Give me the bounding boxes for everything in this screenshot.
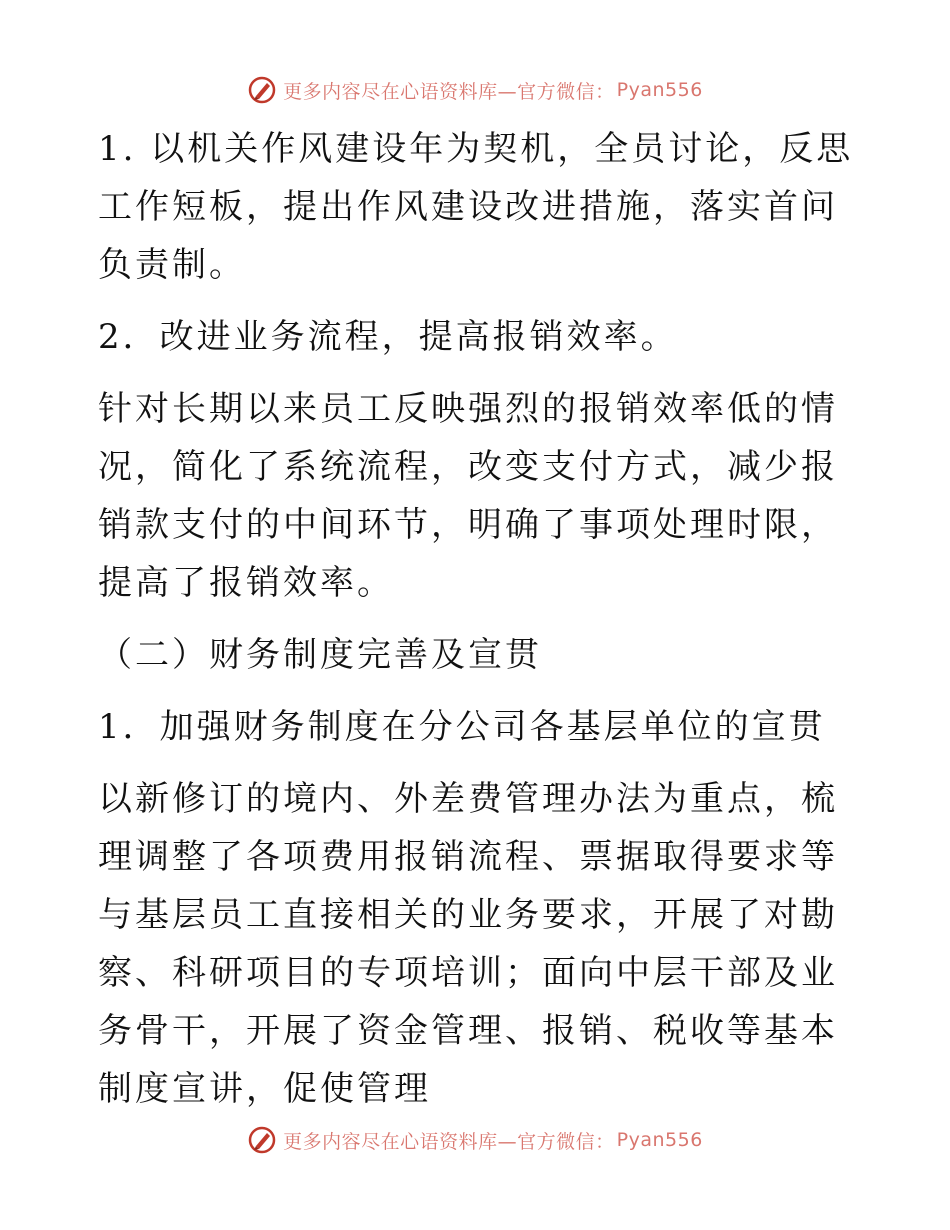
paragraph-6: 以新修订的境内、外差费管理办法为重点，梳理调整了各项费用报销流程、票据取得要求等与基层员工直接相关的业务要求，开展了对勘察、科研项目的专项培训；面向中层干部及业务骨干，开展了资金管理、报销、税收等基本制度宣讲，促使管理 — [98, 779, 838, 1109]
watermark-header — [0, 70, 950, 110]
pen-logo-icon — [247, 75, 277, 105]
watermark-wechat-id: Pyan556 — [616, 79, 703, 101]
watermark-text: 更多内容尽在心语资料库—官方微信： — [283, 1130, 615, 1153]
paragraph-2: 2．改进业务流程，提高报销效率。 — [98, 317, 678, 357]
document-body — [98, 120, 858, 1118]
watermark-footer — [0, 1120, 950, 1160]
paragraph-5: 1．加强财务制度在分公司各基层单位的宣贯 — [98, 707, 826, 747]
watermark-wechat-id: Pyan556 — [616, 1129, 703, 1151]
paragraph-3: 针对长期以来员工反映强烈的报销效率低的情况，简化了系统流程，改变支付方式，减少报销款支付的中间环节，明确了事项处理时限，提高了报销效率。 — [98, 389, 838, 603]
paragraph-1: 1. 以机关作风建设年为契机，全员讨论，反思工作短板，提出作风建设改进措施，落实首问负责制。 — [98, 129, 854, 285]
pen-logo-icon — [247, 1125, 277, 1155]
section-heading: （二）财务制度完善及宣贯 — [98, 635, 542, 675]
watermark-text: 更多内容尽在心语资料库—官方微信： — [283, 80, 615, 103]
